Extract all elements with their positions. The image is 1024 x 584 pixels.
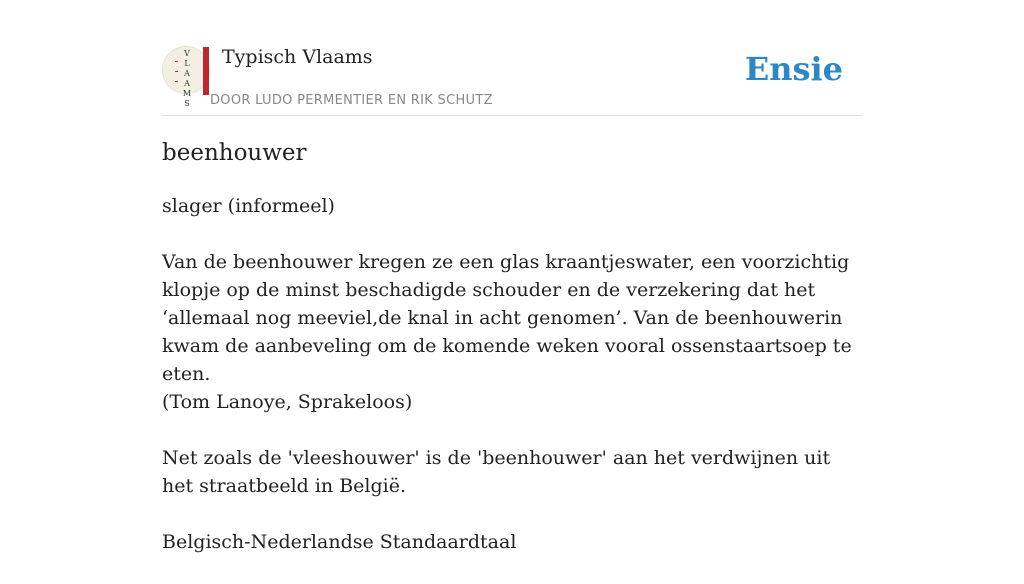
site-title[interactable]: Typisch Vlaams xyxy=(222,46,373,68)
entry-content xyxy=(162,192,862,584)
entry-note: Net zoals de 'vleeshouwer' is de 'beenhouwer' aan het verdwijnen uit het straatbeeld in België. xyxy=(162,447,831,497)
page xyxy=(162,0,862,553)
byline: DOOR LUDO PERMENTIER EN RIK SCHUTZ xyxy=(210,93,493,108)
quote-text: Van de beenhouwer kregen ze een glas kraantjeswater, een voorzichtig klopje op de minst beschadigde schouder en de verzekering dat het ‘allemaal nog meeviel,de knal in acht genomen’. Van de beenhouwerin kwam de aanbeveling om de komende weken vooral ossenstaartsoep te eten. xyxy=(162,251,852,385)
entry-definition: slager (informeel) xyxy=(162,195,335,217)
entry-category: Belgisch-Nederlandse Standaardtaal xyxy=(162,531,517,553)
logo-tick xyxy=(175,61,178,62)
quote-source: (Tom Lanoye, Sprakeloos) xyxy=(162,391,413,413)
entry-term: beenhouwer xyxy=(162,140,307,166)
logo-accent-bar xyxy=(203,47,209,95)
entry-quote xyxy=(162,248,862,416)
logo-lettering: V L A A M S xyxy=(182,49,192,108)
logo-tick xyxy=(175,71,178,72)
site-header xyxy=(162,0,862,116)
logo-tick xyxy=(175,81,178,82)
site-logo[interactable] xyxy=(162,46,210,108)
ensie-logo-link[interactable]: Ensie xyxy=(744,50,843,88)
